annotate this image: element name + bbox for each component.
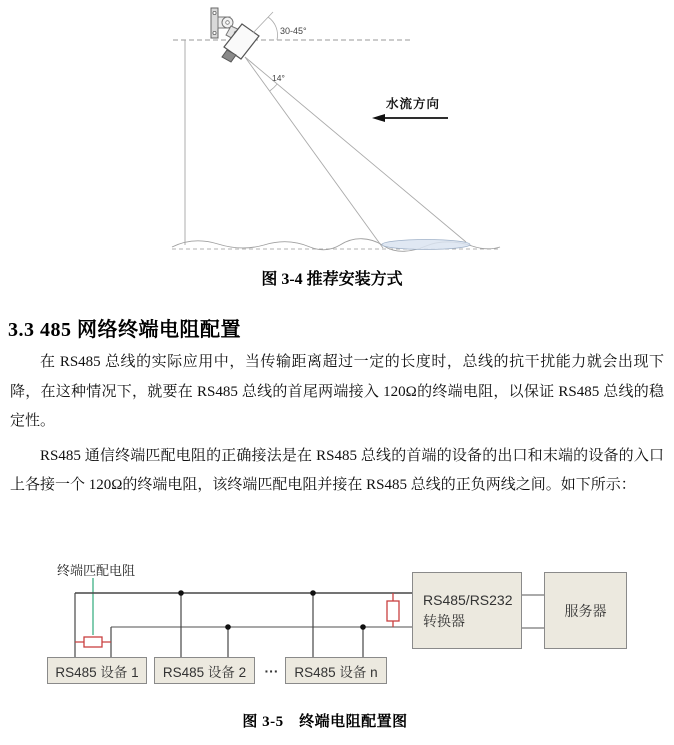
tilt-reference-line	[253, 12, 273, 33]
converter-server-links	[522, 595, 544, 628]
termination-resistor-label: 终端匹配电阻	[57, 563, 136, 578]
rs485-rs232-converter-box	[412, 572, 522, 649]
rs485-device-n-box: RS485 设备 n	[285, 657, 387, 684]
converter-label-line1: RS485/RS232	[423, 591, 513, 608]
hinge-pin	[226, 21, 230, 25]
tail-termination-resistor	[387, 601, 399, 621]
mount-screw-bottom	[213, 31, 216, 34]
tilt-angle-arc	[268, 17, 278, 40]
beam-angle-arc	[270, 84, 278, 91]
paragraph-2: RS485 通信终端匹配电阻的正确接法是在 RS485 总线的首端的设备的出口和末端的设备的入口上各接一个 120Ω的终端电阻，该终端匹配电阻并接在 RS485 总线的正负两线之间。如下所示：	[10, 447, 664, 493]
mount-screw-top	[213, 11, 216, 14]
server-box: 服务器	[544, 572, 627, 649]
beam-line-right	[245, 57, 466, 242]
rs485-device-2-box: RS485 设备 2	[154, 657, 255, 684]
junction-dot	[310, 590, 316, 596]
section-heading: 3.3 485 网络终端电阻配置	[8, 319, 241, 341]
beam-angle-label: 14°	[272, 73, 285, 83]
beam-footprint-ellipse	[382, 240, 470, 250]
installation-diagram	[168, 4, 516, 260]
tilt-angle-label: 30-45°	[280, 26, 307, 36]
rs485-device-1-box: RS485 设备 1	[47, 657, 147, 684]
junction-dot	[360, 624, 366, 630]
figure-3-4-caption: 图 3-4 推荐安装方式	[261, 271, 403, 288]
beam-line-left	[245, 57, 383, 248]
figure-3-5-caption: 图 3-5 终端电阻配置图	[242, 714, 408, 730]
junction-dot	[178, 590, 184, 596]
paragraph-1: 在 RS485 总线的实际应用中，当传输距离超过一定的长度时，总线的抗干扰能力就会出现下降，在这种情况下，就要在 RS485 总线的首尾两端接入 120Ω的终端电阻，以保证 RS485 总线的稳定性。	[10, 354, 664, 429]
head-termination-resistor	[84, 637, 102, 647]
flow-direction-arrowhead	[372, 114, 385, 122]
device-ellipsis: ···	[264, 662, 279, 679]
flow-direction-label: 水流方向	[386, 97, 441, 111]
junction-dot	[225, 624, 231, 630]
converter-label-line2: 转换器	[423, 612, 465, 629]
body-text	[10, 348, 664, 506]
